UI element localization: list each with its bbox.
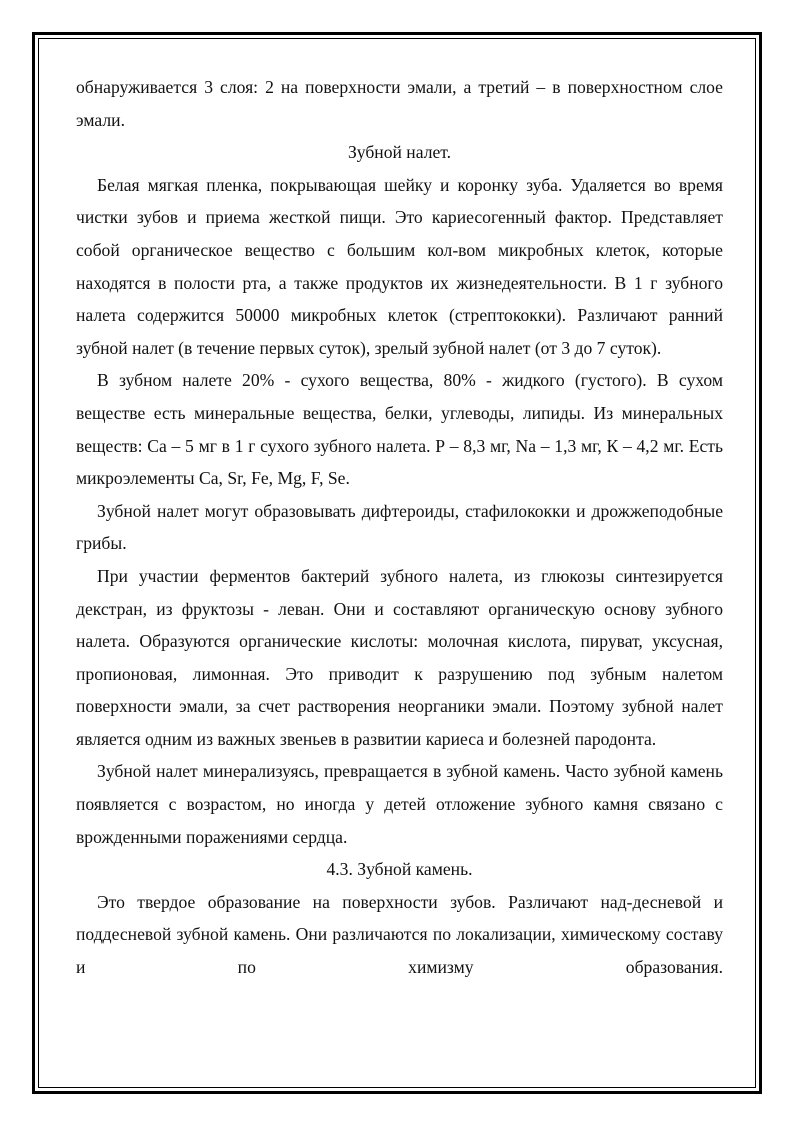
paragraph-calculus-definition: Это твердое образование на поверхности зубов. Различают над-десневой и поддесневой зубной камень. Они различаются по локализации, химическому составу и по химизму образования. <box>76 891 723 978</box>
paragraph-plaque-composition: В зубном налете 20% - сухого вещества, 80% - жидкого (густого). В сухом веществе есть минеральные вещества, белки, углеводы, липиды. Из минеральных веществ: Са – 5 мг в 1 г сухого зубного налета. Р – 8,3 мг, Na – 1,3 мг, К – 4,2 мг. Есть микроэлементы Ca, Sr, Fe, Mg, F, Se. <box>76 370 723 489</box>
paragraph-continuation: обнаруживается 3 слоя: 2 на поверхности эмали, а третий – в поверхностном слое эмали. <box>76 77 723 130</box>
document-body <box>76 71 723 984</box>
section-heading-dental-plaque: Зубной налет. <box>347 142 452 163</box>
paragraph-plaque-mineralization: Зубной налет минерализуясь, превращается в зубной камень. Часто зубной камень появляется с возрастом, но иногда у детей отложение зубного камня связано с врожденными поражениями сердца. <box>76 761 723 847</box>
paragraph-plaque-organisms: Зубной налет могут образовывать дифтероиды, стафилококки и дрожжеподобные грибы. <box>76 500 723 554</box>
section-heading-dental-calculus: 4.3. Зубной камень. <box>326 859 473 880</box>
paragraph-plaque-enzymes: При участии ферментов бактерий зубного налета, из глюкозы синтезируется декстран, из фруктозы - леван. Они и составляют органическую основу зубного налета. Образуются органические кислоты: молочная кислота, пируват, уксусная, пропионовая, лимонная. Это приводит к разрушению под зубным налетом поверхности эмали, за счет растворения неорганики эмали. Поэтому зубной налет является одним из важных звеньев в развитии кариеса и болезней пародонта. <box>76 565 723 749</box>
paragraph-plaque-definition: Белая мягкая пленка, покрывающая шейку и коронку зуба. Удаляется во время чистки зубов и приема жесткой пищи. Это кариесогенный фактор. Представляет собой органическое вещество с большим кол-вом микробных клеток, которые находятся в полости рта, а также продуктов их жизнедеятельности. В 1 г зубного налета содержится 50000 микробных клеток (стрептококки). Различают ранний зубной налет (в течение первых суток), зрелый зубной налет (от 3 до 7 суток). <box>76 174 723 358</box>
